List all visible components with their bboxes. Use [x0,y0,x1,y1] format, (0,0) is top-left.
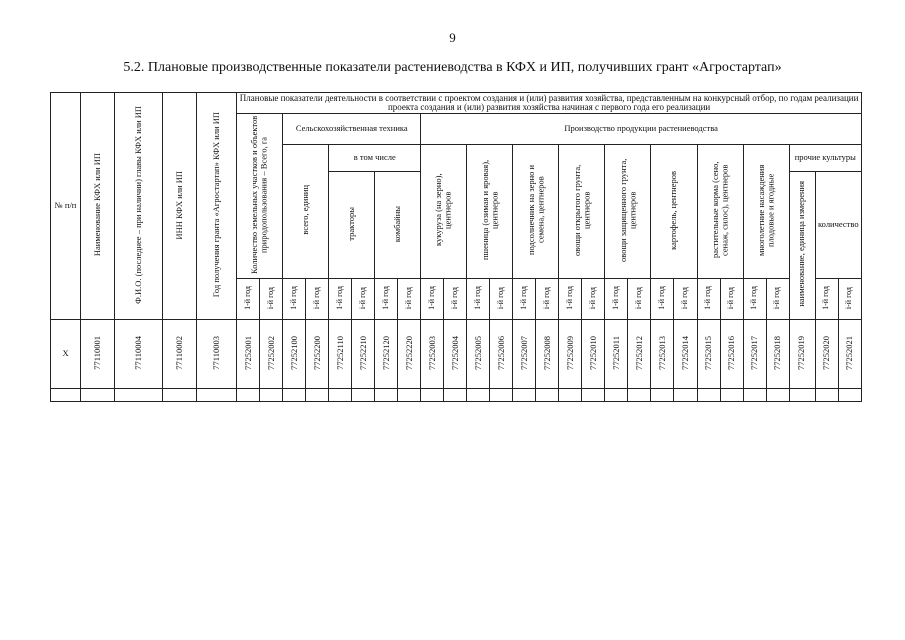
header-including: в том числе [329,145,421,172]
year-last: i-й год [720,279,743,320]
year-first: 1-й год [375,279,398,320]
code-cell: 77252100 [283,320,306,389]
code-cell: 77252013 [651,320,674,389]
header-machinery-total: всего, единиц [283,145,329,279]
code-cell: 77252021 [838,320,861,389]
header-product-greenhouse-veg: овощи защищенного грунта, центнеров [605,145,651,279]
code-cell: 77252018 [766,320,789,389]
code-cell: 77252006 [490,320,513,389]
code-cell: 77252014 [674,320,697,389]
indicators-table [50,92,862,402]
year-first: 1-й год [743,279,766,320]
year-last: i-й год [766,279,789,320]
page-number: 9 [449,30,456,45]
code-cell: 77252001 [237,320,260,389]
code-cell: 77252008 [536,320,559,389]
year-last: i-й год [838,279,861,320]
year-last: i-й год [306,279,329,320]
code-cell: 77252012 [628,320,651,389]
code-cell: 77252020 [815,320,838,389]
year-last: i-й год [490,279,513,320]
header-product-potato: картофель, центнеров [651,145,697,279]
header-land: Количество земельных участков и объектов природопользования – Всего, га [237,114,283,279]
code-cell: 77252003 [421,320,444,389]
header-product-wheat: пшеница (озимая и яровая), центнеров [467,145,513,279]
header-tractors: тракторы [329,172,375,279]
page-title: 5.2. Плановые производственные показатели растениеводства в КФХ и ИП, получивших грант «Агростартап» [123,60,782,75]
code-cell: 77252220 [398,320,421,389]
code-cell: 77252007 [513,320,536,389]
year-first: 1-й год [651,279,674,320]
year-last: i-й год [352,279,375,320]
header-other-crops: прочие культуры [789,145,861,172]
year-last: i-й год [260,279,283,320]
code-cell: 77252200 [306,320,329,389]
year-first: 1-й год [605,279,628,320]
code-cell: 77110002 [163,320,197,389]
code-num: Х [51,320,81,389]
code-cell: 77252015 [697,320,720,389]
code-cell: 77252210 [352,320,375,389]
code-cell: 77252019 [789,320,815,389]
year-last: i-й год [674,279,697,320]
code-cell: 77252011 [605,320,628,389]
code-cell: 77252005 [467,320,490,389]
year-first: 1-й год [283,279,306,320]
code-cell: 77110004 [115,320,163,389]
year-last: i-й год [444,279,467,320]
header-machinery: Сельскохозяйственная техника [283,114,421,145]
header-num: № п/п [51,93,81,320]
year-last: i-й год [536,279,559,320]
header-inn: ИНН КФХ или ИП [163,93,197,320]
code-cell: 77252004 [444,320,467,389]
year-first: 1-й год [329,279,352,320]
code-cell: 77110001 [81,320,115,389]
year-last: i-й год [582,279,605,320]
code-cell: 77252017 [743,320,766,389]
code-cell: 77252002 [260,320,283,389]
header-product-corn: кукуруза (на зерно), центнеров [421,145,467,279]
year-first: 1-й год [513,279,536,320]
code-cell: 77252010 [582,320,605,389]
header-grant-year: Год получения гранта «Агростартап» КФХ или ИП [197,93,237,320]
header-product-fodder: растительные корма (сено, сенаж, силос), центнеров [697,145,743,279]
year-last: i-й год [628,279,651,320]
header-fio: Ф.И.О. (последнее – при наличии) главы КФХ или ИП [115,93,163,320]
empty-row [51,389,862,402]
year-first: 1-й год [815,279,838,320]
header-name: Наименование КФХ или ИП [81,93,115,320]
code-cell: 77252110 [329,320,352,389]
year-last: i-й год [398,279,421,320]
year-first: 1-й год [467,279,490,320]
code-cell: 77110003 [197,320,237,389]
header-production: Производство продукции растениеводства [421,114,862,145]
codes-row [51,320,862,389]
code-cell: 77252009 [559,320,582,389]
header-other-name: наименование, единица измерения [789,172,815,320]
header-product-open-veg: овощи открытого грунта, центнеров [559,145,605,279]
header-product-orchards: многолетние насаждения плодовые и ягодные [743,145,789,279]
header-combines: комбайны [375,172,421,279]
year-first: 1-й год [559,279,582,320]
year-first: 1-й год [697,279,720,320]
code-cell: 77252120 [375,320,398,389]
year-first: 1-й год [237,279,260,320]
header-product-sunflower: подсолнечник на зерно и семена, центнеров [513,145,559,279]
year-first: 1-й год [421,279,444,320]
header-other-quantity: количество [815,172,861,279]
code-cell: 77252016 [720,320,743,389]
plan-header: Плановые показатели деятельности в соответствии с проектом создания и (или) развития хозяйства, представленным на конкурсный отбор, по годам реализации проекта создания и (или) развития хозяйства начиная с первого года его реализации [237,93,862,114]
